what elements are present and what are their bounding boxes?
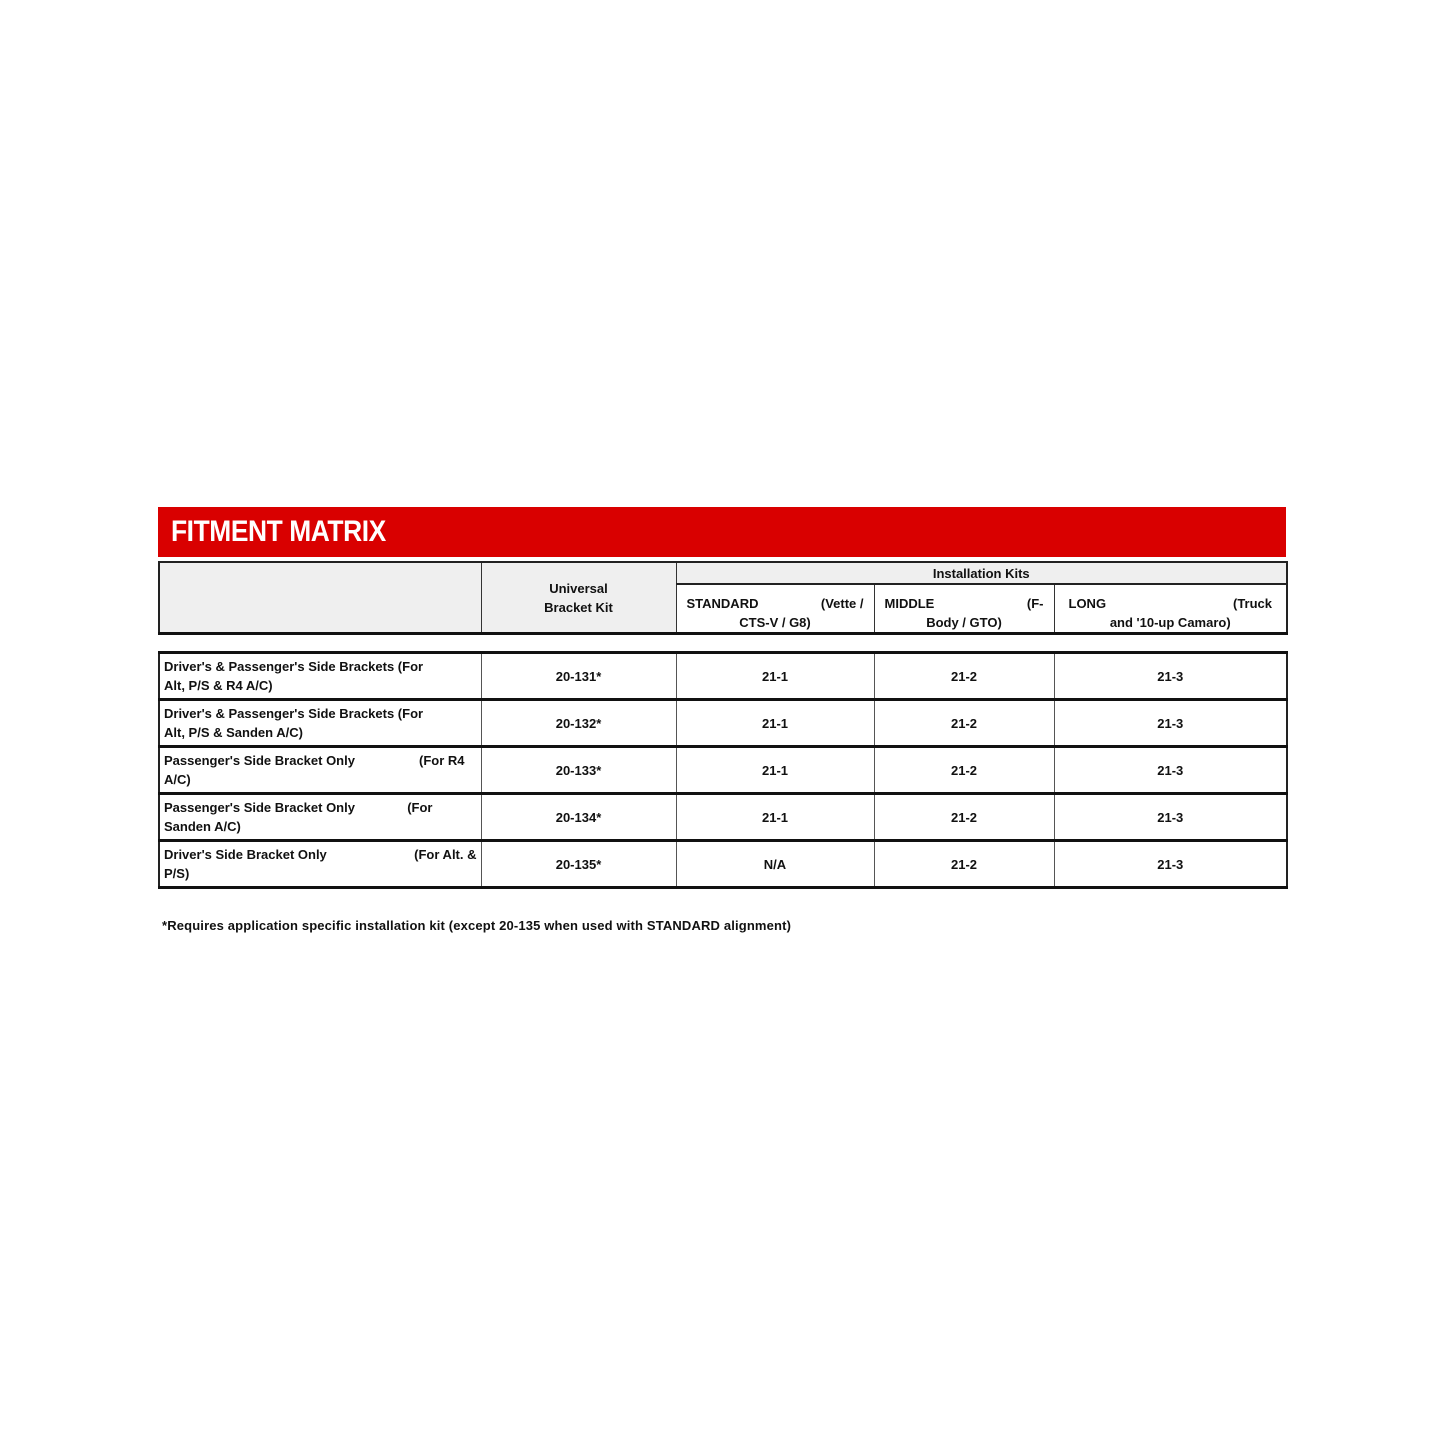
application-cell: Driver's & Passenger's Side Brackets (For Alt, P/S & R4 A/C) bbox=[159, 653, 481, 700]
header-universal-kit: Universal Bracket Kit bbox=[481, 562, 676, 634]
header-middle: MIDDLE (F- Body / GTO) bbox=[874, 584, 1054, 634]
application-cell: Driver's Side Bracket Only (For Alt. & P/S) bbox=[159, 841, 481, 888]
standard-kit-cell: N/A bbox=[676, 841, 874, 888]
long-kit-cell: 21-3 bbox=[1054, 747, 1287, 794]
table-row bbox=[159, 794, 1287, 841]
table-row bbox=[159, 700, 1287, 747]
standard-kit-cell: 21-1 bbox=[676, 794, 874, 841]
universal-kit-cell: 20-134* bbox=[481, 794, 676, 841]
universal-kit-cell: 20-131* bbox=[481, 653, 676, 700]
standard-kit-cell: 21-1 bbox=[676, 747, 874, 794]
universal-kit-cell: 20-132* bbox=[481, 700, 676, 747]
application-cell: Passenger's Side Bracket Only (For Sanden A/C) bbox=[159, 794, 481, 841]
table-row bbox=[159, 747, 1287, 794]
table-row bbox=[159, 841, 1287, 888]
long-kit-cell: 21-3 bbox=[1054, 700, 1287, 747]
middle-kit-cell: 21-2 bbox=[874, 841, 1054, 888]
fitment-table bbox=[158, 651, 1288, 889]
application-cell: Driver's & Passenger's Side Brackets (For Alt, P/S & Sanden A/C) bbox=[159, 700, 481, 747]
title-bar bbox=[158, 507, 1286, 557]
header-blank-cell bbox=[159, 562, 481, 634]
middle-kit-cell: 21-2 bbox=[874, 794, 1054, 841]
middle-kit-cell: 21-2 bbox=[874, 700, 1054, 747]
table-row bbox=[159, 653, 1287, 700]
header-long: LONG (Truck and '10-up Camaro) bbox=[1054, 584, 1287, 634]
standard-kit-cell: 21-1 bbox=[676, 653, 874, 700]
matrix-title: FITMENT MATRIX bbox=[171, 515, 386, 548]
header-standard: STANDARD (Vette / CTS-V / G8) bbox=[676, 584, 874, 634]
header-installation-kits: Installation Kits bbox=[676, 562, 1287, 584]
header-table bbox=[158, 561, 1288, 635]
long-kit-cell: 21-3 bbox=[1054, 841, 1287, 888]
universal-kit-cell: 20-133* bbox=[481, 747, 676, 794]
middle-kit-cell: 21-2 bbox=[874, 747, 1054, 794]
universal-kit-cell: 20-135* bbox=[481, 841, 676, 888]
footnote: *Requires application specific installation kit (except 20-135 when used with STANDARD alignment) bbox=[162, 918, 792, 933]
long-kit-cell: 21-3 bbox=[1054, 794, 1287, 841]
middle-kit-cell: 21-2 bbox=[874, 653, 1054, 700]
application-cell: Passenger's Side Bracket Only (For R4 A/C) bbox=[159, 747, 481, 794]
standard-kit-cell: 21-1 bbox=[676, 700, 874, 747]
long-kit-cell: 21-3 bbox=[1054, 653, 1287, 700]
fitment-matrix bbox=[158, 507, 1286, 889]
